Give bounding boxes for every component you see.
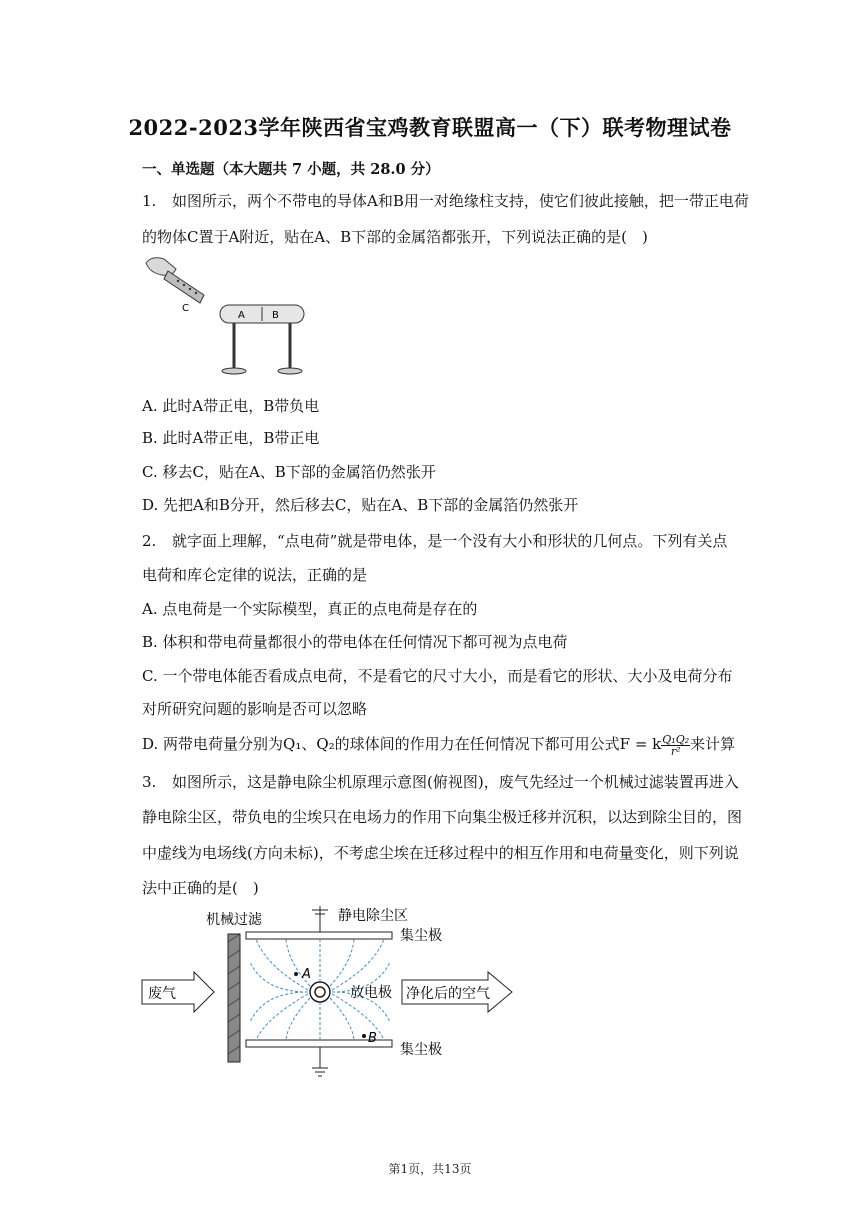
q2-option-a: A. 点电荷是一个实际模型，真正的点电荷是存在的 (142, 600, 478, 618)
q2-option-d: D. 两带电荷量分别为Q₁、Q₂的球体间的作用力在任何情况下都可用公式F = k $\frac{\text{Q₁Q₂}}{\text{r²}}$ 来计算 (142, 732, 736, 758)
question-1-line-2: 的物体C置于A附近，贴在A、B下部的金属箔都张开，下列说法正确的是( ) (142, 228, 648, 246)
q1-option-b: B. 此时A带正电，B带正电 (142, 429, 320, 447)
filter-label: 机械过滤 (206, 912, 262, 928)
q1-option-d: D. 先把A和B分开，然后移去C，贴在A、B下部的金属箔仍然张开 (142, 496, 579, 514)
question-2-line-1: 2. 就字面上理解，“点电荷”就是带电体，是一个没有大小和形状的几何点。下列有关点 (142, 532, 728, 550)
question-3-line-3: 中虚线为电场线(方向未标)，不考虑尘埃在迁移过程中的相互作用和电荷量变化，则下列说 (142, 844, 739, 862)
point-a-label: A (302, 967, 311, 982)
page-title: 2022-2023学年陕西省宝鸡教育联盟高一（下）联考物理试卷 (128, 115, 732, 140)
question-2-number: 2. (142, 532, 157, 550)
question-3-line-1: 3. 如图所示，这是静电除尘机原理示意图(俯视图)，废气先经过一个机械过滤装置再进入 (142, 773, 739, 791)
page-footer: 第1页，共13页 (388, 1162, 472, 1176)
discharge-label: 放电极 (350, 985, 392, 1001)
clean-air-label: 净化后的空气 (406, 986, 490, 1002)
q1-option-c: C. 移去C，贴在A、B下部的金属箔仍然张开 (142, 463, 436, 481)
q2-option-c-continued: 对所研究问题的影响是否可以忽略 (142, 700, 368, 718)
waste-gas-label: 废气 (148, 986, 176, 1002)
question-2-line-2: 电荷和库仑定律的说法，正确的是 (142, 566, 368, 584)
question-3-number: 3. (142, 773, 157, 791)
conductor-b-label: B (272, 310, 279, 321)
q2-option-b: B. 体积和带电荷量都很小的带电体在任何情况下都可视为点电荷 (142, 633, 568, 651)
rod-c-label: C (182, 303, 189, 314)
q1-option-a: A. 此时A带正电，B带负电 (142, 397, 320, 415)
point-b-label: B (368, 1031, 377, 1046)
question-1-number: 1. (142, 192, 157, 210)
collector-bottom-label: 集尘极 (400, 1042, 442, 1058)
zone-label: 静电除尘区 (338, 908, 408, 924)
question-1-line-1: 1. 如图所示，两个不带电的导体A和B用一对绝缘柱支持，使它们彼此接触，把一带正电荷 (142, 192, 749, 210)
conductor-a-label: A (238, 310, 245, 321)
question-3-line-2: 静电除尘区，带负电的尘埃只在电场力的作用下向集尘极迁移并沉积，以达到除尘目的，图 (142, 808, 743, 826)
question-3-line-4: 法中正确的是( ) (142, 879, 259, 897)
section-heading: 一、单选题（本大题共 7 小题，共 28.0 分） (142, 161, 440, 178)
conductor-figure (142, 255, 312, 385)
q2-option-c: C. 一个带电体能否看成点电荷，不是看它的尺寸大小，而是看它的形状、大小及电荷分布 (142, 667, 733, 685)
collector-top-label: 集尘极 (400, 928, 442, 944)
electrostatic-precipitator-figure (138, 902, 528, 1082)
coulomb-formula-fraction: $\frac{\text{Q₁Q₂}}{\text{r²}}$ (662, 732, 690, 758)
